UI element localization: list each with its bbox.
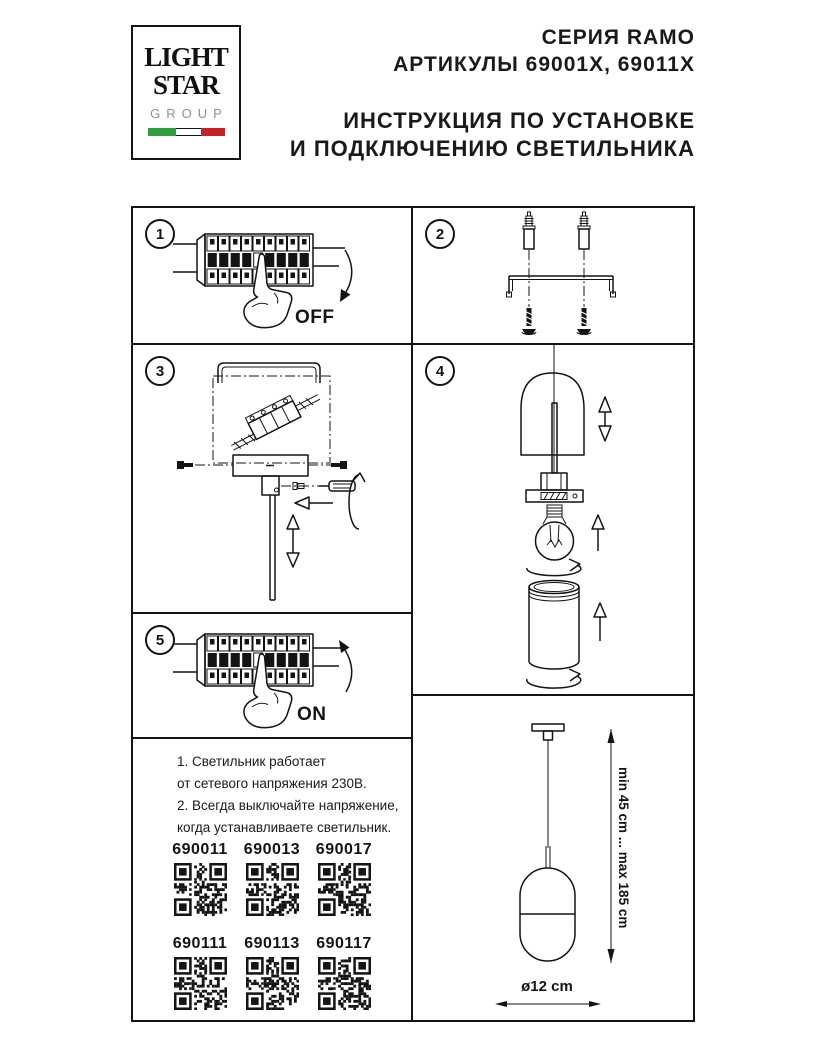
qr-item [236,841,308,921]
qr-article-label: 690117 [316,935,372,952]
diameter-dimension-arrow [495,1001,601,1007]
ceiling-bracket [218,363,320,383]
instruction-grid [131,206,695,1022]
logo-word-group: GROUP [150,106,228,121]
notes-panel [133,739,413,1020]
fixings-drawing [413,208,693,343]
step1-number-badge: 1 [145,219,175,249]
side-screw-left [177,461,233,469]
qr-item [164,935,236,1015]
qr-code [318,957,371,1010]
flag-green-segment [148,128,176,136]
qr-item [308,935,380,1015]
ceiling-zone-outline [213,376,330,463]
step2-panel [413,208,693,345]
step4-number-badge: 4 [425,356,455,386]
flag-red-segment [201,128,225,136]
qr-item [164,841,236,921]
breaker-off-drawing [133,208,413,343]
height-dimension-arrow [608,729,615,963]
qr-article-label: 690113 [244,935,300,952]
mounting-bracket [507,276,616,297]
slide-left-arrow [295,497,333,509]
qr-code [246,863,299,916]
ceiling-canopy [532,724,564,740]
socket-plate [526,490,583,502]
note-line: 2. Всегда выключайте напряжение, [177,798,399,813]
cylinder-up-arrow [594,603,606,641]
dimensions-panel [413,696,693,1020]
qr-article-label: 690013 [243,841,301,858]
note-line: от сетевого напряжения 230В. [177,776,367,791]
height-range-label: min 45 cm ... max 185 cm [616,767,631,929]
lamp-assembly-drawing [413,345,693,694]
qr-article-label: 690111 [172,935,228,952]
terminal-block [223,384,323,452]
step3-panel [133,345,413,614]
capsule-shade [520,868,575,961]
bulb-rotate-arrow [527,559,581,576]
screw-right [577,308,591,335]
articles-line: АРТИКУЛЫ 69001X, 69011X [393,53,695,76]
canopy-plate [233,455,308,476]
flag-white-segment [176,128,201,136]
glass-cylinder [529,581,579,670]
off-label: OFF [295,307,335,328]
cylinder-rotate-arrow [527,669,581,688]
cord-connector [546,846,550,868]
logo-word-star: STAR [152,70,220,100]
on-label: ON [297,704,327,725]
step5-panel [133,614,413,739]
step2-number-badge: 2 [425,219,455,249]
screw-left [522,308,536,335]
qr-article-label: 690017 [315,841,373,858]
step5-number-badge: 5 [145,625,175,655]
wall-plug-left [523,212,535,249]
logo-word-light: LIGHT [144,42,228,72]
step1-panel [133,208,413,345]
wall-plug-right [578,212,590,249]
diameter-label: ø12 cm [521,978,573,995]
note-line: когда устанавливаете светильник. [177,820,392,835]
qr-code [174,957,227,1010]
canopy-mounting-drawing [133,345,411,612]
instruction-title-line2: И ПОДКЛЮЧЕНИЮ СВЕТИЛЬНИКА [289,136,695,161]
instruction-title-line1: ИНСТРУКЦИЯ ПО УСТАНОВКЕ [343,108,695,133]
side-screw-right [308,461,347,469]
qr-article-label: 690011 [172,841,228,858]
dash-center-lines [529,250,584,307]
document-header [290,24,695,163]
bulb-up-arrow [592,515,604,551]
series-title: СЕРИЯ RAMO [541,26,695,49]
safety-notes [177,751,398,839]
article-qr-grid [133,841,411,1015]
updown-arrow [599,397,611,441]
vertical-adjust-arrow [287,515,299,567]
qr-code [246,957,299,1010]
qr-code [318,863,371,916]
qr-item [236,935,308,1015]
qr-code [174,863,227,916]
lightstar-logo [131,25,241,160]
step3-number-badge: 3 [145,356,175,386]
stem-lock-and-screwdriver [262,476,355,495]
breaker-on-drawing [133,614,413,737]
rod [270,495,275,600]
step4-panel [413,345,693,696]
cord-grip [541,473,567,490]
light-bulb [536,505,574,560]
italian-flag-bar [148,128,225,136]
qr-item [308,841,380,921]
pendant-dimensions-drawing [413,696,693,1020]
note-line: 1. Светильник работает [177,754,326,769]
